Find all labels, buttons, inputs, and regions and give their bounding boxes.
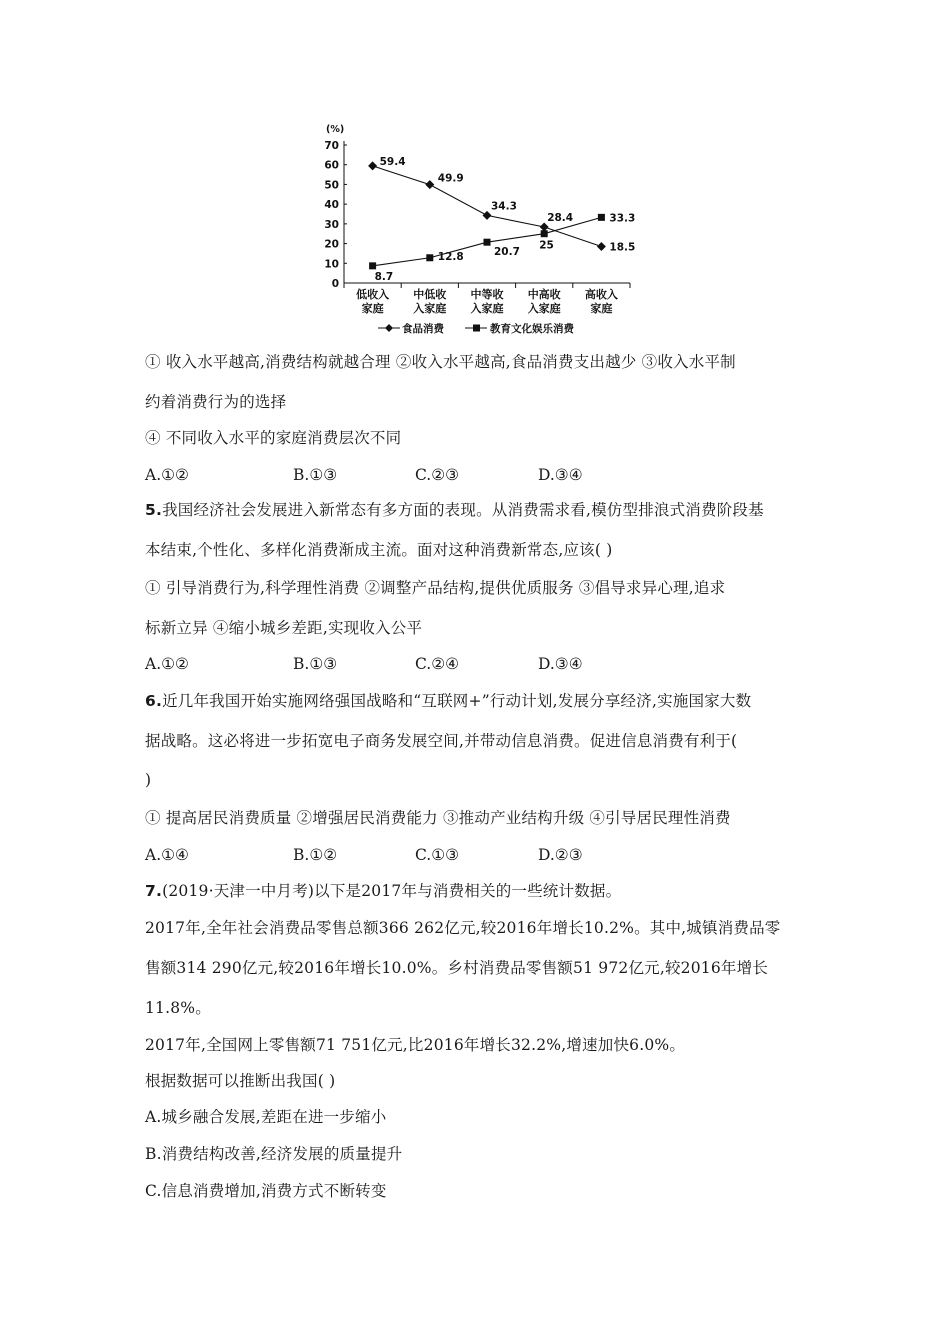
q4-option-c[interactable]: C.②③ bbox=[415, 466, 460, 484]
legend-marker-square bbox=[473, 325, 480, 332]
q6-stem-line-2: 据战略。这必将进一步拓宽电子商务发展空间,并带动信息消费。促进信息消费有利于( bbox=[145, 732, 738, 750]
q6-option-b[interactable]: B.①② bbox=[293, 846, 338, 864]
q7-data-line-2: 售额314 290亿元,较2016年增长10.0%。乡村消费品零售额51 972亿元,较2016年增长 bbox=[145, 959, 769, 977]
q7-data-line-4: 2017年,全国网上零售额71 751亿元,比2016年增长32.2%,增速加快6.0%。 bbox=[145, 1036, 686, 1054]
q6-option-a[interactable]: A.①④ bbox=[145, 846, 189, 864]
data-point-square bbox=[598, 214, 605, 221]
y-tick-label: 10 bbox=[324, 258, 339, 271]
data-label: 20.7 bbox=[494, 246, 520, 259]
q4-items-line-1: ① 收入水平越高,消费结构就越合理 ②收入水平越高,食品消费支出越少 ③收入水平制 bbox=[145, 353, 736, 371]
data-label: 25 bbox=[539, 239, 554, 252]
data-point-diamond bbox=[368, 161, 377, 170]
q4-option-d[interactable]: D.③④ bbox=[538, 466, 583, 484]
q6-items-line-1: ① 提高居民消费质量 ②增强居民消费能力 ③推动产业结构升级 ④引导居民理性消费 bbox=[145, 809, 731, 827]
q6-number: 6. bbox=[145, 692, 163, 710]
y-axis-label: (%) bbox=[326, 124, 345, 135]
y-tick-label: 0 bbox=[331, 278, 339, 290]
legend-marker-diamond bbox=[385, 324, 393, 332]
q5-stem-line-2: 本结束,个性化、多样化消费渐成主流。面对这种消费新常态,应该( ) bbox=[145, 541, 613, 559]
x-tick-label: 家庭 bbox=[361, 302, 384, 315]
data-label: 59.4 bbox=[379, 155, 406, 168]
data-point-square bbox=[369, 262, 376, 269]
x-tick-label: 低收入 bbox=[356, 288, 390, 301]
y-tick-label: 60 bbox=[324, 159, 339, 172]
y-tick-label: 20 bbox=[324, 238, 339, 251]
q5-option-d[interactable]: D.③④ bbox=[538, 655, 583, 673]
q7-number: 7. bbox=[145, 882, 163, 900]
x-tick-label: 家庭 bbox=[590, 302, 613, 315]
q6-option-d[interactable]: D.②③ bbox=[538, 846, 583, 864]
q5-items-line-1: ① 引导消费行为,科学理性消费 ②调整产品结构,提供优质服务 ③倡导求异心理,追求 bbox=[145, 579, 726, 597]
q7-option-a[interactable]: A.城乡融合发展,差距在进一步缩小 bbox=[145, 1108, 387, 1126]
data-label: 18.5 bbox=[609, 241, 636, 254]
q6-stem-text: 近几年我国开始实施网络强国战略和“互联网+”行动计划,发展分享经济,实施国家大数 bbox=[162, 692, 752, 710]
y-tick-label: 30 bbox=[324, 218, 339, 231]
q4-items-line-3: ④ 不同收入水平的家庭消费层次不同 bbox=[145, 429, 402, 447]
q7-stem-line-1 bbox=[145, 881, 621, 901]
data-point-square bbox=[426, 254, 433, 261]
x-tick-label: 入家庭 bbox=[413, 302, 447, 315]
consumption-line-chart bbox=[320, 118, 640, 344]
q7-data-line-1: 2017年,全年社会消费品零售总额366 262亿元,较2016年增长10.2%。其中,城镇消费品零 bbox=[145, 919, 781, 937]
data-label: 8.7 bbox=[374, 270, 394, 283]
q6-stem-line-1 bbox=[145, 691, 751, 711]
q7-data-line-3: 11.8%。 bbox=[145, 999, 211, 1017]
q7-option-b[interactable]: B.消费结构改善,经济发展的质量提升 bbox=[145, 1145, 403, 1163]
q5-option-b[interactable]: B.①③ bbox=[293, 655, 338, 673]
x-tick-label: 高收入 bbox=[584, 288, 618, 301]
data-point-diamond bbox=[597, 242, 606, 251]
q5-number: 5. bbox=[145, 501, 163, 519]
legend-label: 教育文化娱乐消费 bbox=[490, 323, 574, 335]
q5-stem-line-1 bbox=[145, 500, 764, 520]
q7-option-c[interactable]: C.信息消费增加,消费方式不断转变 bbox=[145, 1182, 387, 1200]
y-tick-label: 40 bbox=[324, 199, 339, 212]
q6-stem-line-3: ) bbox=[145, 771, 152, 789]
data-label: 34.3 bbox=[491, 200, 517, 213]
data-label: 28.4 bbox=[547, 212, 574, 225]
data-point-square bbox=[484, 239, 491, 246]
x-tick-label: 中低收 bbox=[413, 288, 447, 301]
y-tick-label: 70 bbox=[324, 140, 339, 152]
q7-stem-text: (2019·天津一中月考)以下是2017年与消费相关的一些统计数据。 bbox=[162, 882, 622, 900]
x-tick-label: 入家庭 bbox=[470, 302, 504, 315]
x-tick-label: 中等收 bbox=[470, 288, 504, 301]
x-tick-label: 中高收 bbox=[527, 288, 561, 301]
series-line bbox=[373, 166, 602, 247]
data-point-diamond bbox=[425, 180, 434, 189]
q5-stem-text: 我国经济社会发展进入新常态有多方面的表现。从消费需求看,模仿型排浪式消费阶段基 bbox=[162, 501, 764, 519]
q4-items-line-2: 约着消费行为的选择 bbox=[145, 393, 287, 411]
q7-question: 根据数据可以推断出我国( ) bbox=[145, 1072, 336, 1090]
data-point-square bbox=[541, 230, 548, 237]
q6-option-c[interactable]: C.①③ bbox=[415, 846, 460, 864]
data-label: 49.9 bbox=[437, 172, 464, 185]
q5-items-line-2: 标新立异 ④缩小城乡差距,实现收入公平 bbox=[145, 619, 423, 637]
q5-option-c[interactable]: C.②④ bbox=[415, 655, 460, 673]
data-label: 33.3 bbox=[609, 212, 636, 225]
q4-option-b[interactable]: B.①③ bbox=[293, 466, 338, 484]
legend-label: 食品消费 bbox=[402, 323, 444, 335]
x-tick-label: 入家庭 bbox=[527, 302, 561, 315]
data-label: 12.8 bbox=[437, 250, 464, 263]
q4-option-a[interactable]: A.①② bbox=[145, 466, 189, 484]
y-tick-label: 50 bbox=[324, 179, 339, 192]
q5-option-a[interactable]: A.①② bbox=[145, 655, 189, 673]
